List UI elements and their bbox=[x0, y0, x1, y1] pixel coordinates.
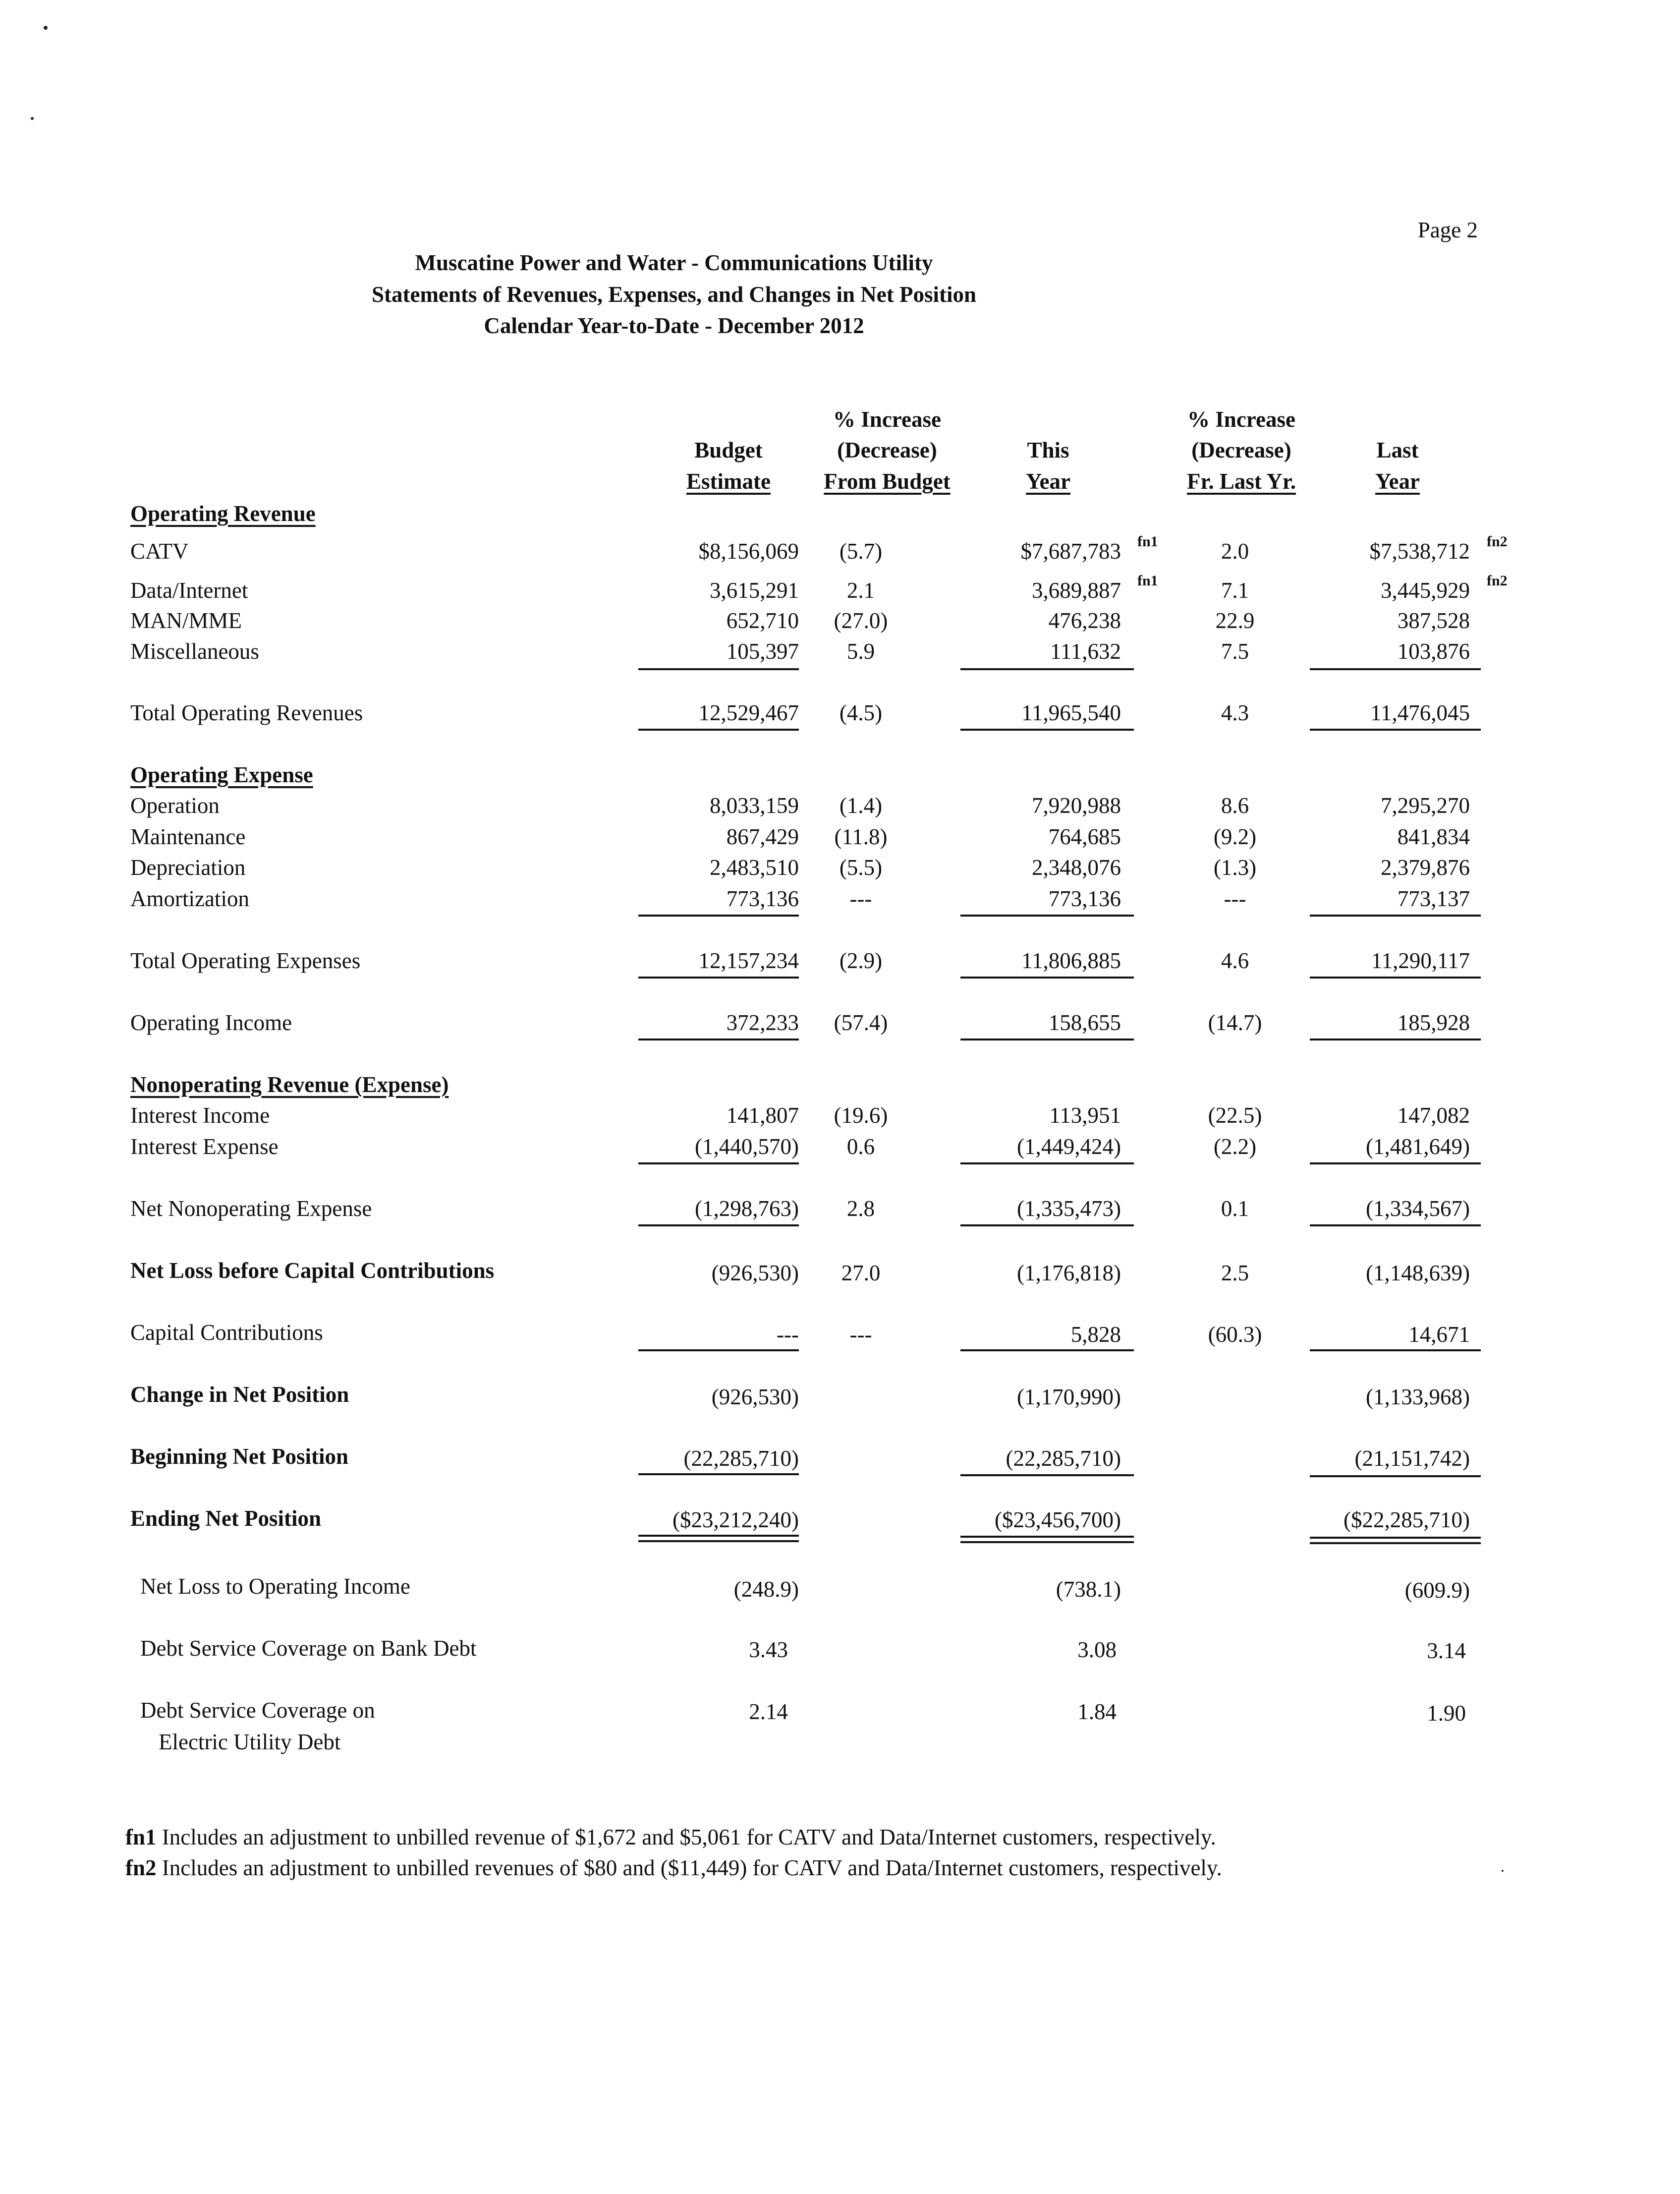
cell-budget: (1,298,763) bbox=[695, 1196, 799, 1221]
cell-budget: 8,033,159 bbox=[710, 793, 799, 818]
scan-speck bbox=[1502, 1870, 1504, 1872]
cell-pct-budget: (19.6) bbox=[834, 1103, 888, 1128]
row-label: Maintenance bbox=[130, 824, 246, 849]
cell-pct-budget: (4.5) bbox=[839, 700, 883, 725]
subtotal-rule bbox=[1310, 668, 1481, 670]
cell-budget: 3,615,291 bbox=[710, 578, 799, 603]
row-label: Depreciation bbox=[130, 855, 246, 880]
cell-budget: --- bbox=[777, 1322, 799, 1347]
report-title-period: Calendar Year-to-Date - December 2012 bbox=[484, 313, 864, 338]
subtotal-rule bbox=[960, 1039, 1134, 1040]
cell-pct-budget: --- bbox=[849, 886, 872, 911]
double-rule bbox=[638, 1540, 799, 1542]
cell-budget: 2,483,510 bbox=[710, 855, 799, 880]
cell-pct-last: 4.3 bbox=[1221, 700, 1249, 725]
row-label: Debt Service Coverage on bbox=[140, 1698, 375, 1723]
cell-this-year: (1,170,990) bbox=[1017, 1385, 1121, 1409]
cell-budget: 141,807 bbox=[726, 1103, 799, 1128]
cell-pct-last: (60.3) bbox=[1208, 1322, 1262, 1347]
cell-pct-budget: (5.5) bbox=[839, 855, 883, 880]
cell-this-year: 3.08 bbox=[1077, 1637, 1117, 1662]
cell-last-year: 841,834 bbox=[1397, 824, 1470, 849]
subtotal-rule bbox=[638, 1162, 799, 1164]
cell-this-year: 3,689,887 bbox=[1032, 578, 1121, 603]
cell-this-year: $7,687,783 bbox=[1020, 539, 1121, 564]
row-label: Net Loss to Operating Income bbox=[140, 1574, 410, 1599]
cell-this-year: 764,685 bbox=[1048, 824, 1121, 849]
subtotal-rule bbox=[1310, 1224, 1481, 1226]
subtotal-rule bbox=[1310, 729, 1481, 731]
subtotal-rule bbox=[960, 668, 1134, 670]
scan-speck bbox=[44, 26, 48, 30]
subtotal-rule bbox=[1310, 1475, 1481, 1477]
subtotal-rule bbox=[638, 915, 799, 917]
cell-pct-last: 2.0 bbox=[1221, 539, 1249, 564]
cell-this-year: 158,655 bbox=[1048, 1010, 1121, 1035]
cell-this-year: 11,965,540 bbox=[1021, 700, 1121, 725]
subtotal-rule bbox=[638, 668, 799, 670]
cell-pct-last: --- bbox=[1224, 886, 1246, 911]
row-label: Ending Net Position bbox=[130, 1506, 322, 1531]
header-line: Budget bbox=[694, 438, 763, 462]
cell-pct-budget: 0.6 bbox=[846, 1134, 875, 1159]
cell-budget: 105,397 bbox=[726, 639, 799, 664]
row-label: Interest Income bbox=[130, 1103, 270, 1128]
row-label: Operating Income bbox=[130, 1010, 292, 1035]
row-label: Net Loss before Capital Contributions bbox=[130, 1258, 495, 1283]
cell-this-year: 113,951 bbox=[1049, 1103, 1121, 1128]
cell-pct-budget: 5.9 bbox=[846, 639, 875, 664]
header-line: (Decrease) bbox=[1191, 438, 1291, 462]
cell-budget: (248.9) bbox=[733, 1577, 799, 1602]
cell-last-year: 3,445,929 bbox=[1381, 578, 1470, 603]
footnote-marker: fn1 bbox=[1137, 573, 1158, 589]
double-rule bbox=[1310, 1537, 1481, 1539]
subtotal-rule bbox=[638, 977, 799, 979]
cell-budget: 867,429 bbox=[726, 824, 799, 849]
cell-last-year: 7,295,270 bbox=[1381, 793, 1470, 818]
cell-budget: 12,157,234 bbox=[698, 948, 799, 973]
subtotal-rule bbox=[960, 1162, 1134, 1164]
cell-this-year: (1,176,818) bbox=[1017, 1261, 1121, 1285]
footnote-marker: fn1 bbox=[1137, 533, 1158, 550]
cell-last-year: (1,148,639) bbox=[1366, 1261, 1470, 1285]
report-title-statement: Statements of Revenues, Expenses, and Changes in Net Position bbox=[371, 282, 977, 307]
cell-budget: 12,529,467 bbox=[698, 700, 799, 725]
cell-last-year: 147,082 bbox=[1397, 1103, 1470, 1128]
cell-this-year: 11,806,885 bbox=[1021, 948, 1121, 973]
footnote-marker: fn2 bbox=[1487, 573, 1508, 589]
cell-pct-last: 8.6 bbox=[1221, 793, 1249, 818]
cell-last-year: (1,481,649) bbox=[1366, 1134, 1470, 1159]
cell-budget: 652,710 bbox=[726, 608, 799, 633]
cell-last-year: ($22,285,710) bbox=[1344, 1507, 1470, 1532]
cell-budget: 2.14 bbox=[749, 1699, 788, 1724]
row-label: Operation bbox=[130, 793, 220, 818]
cell-this-year: (738.1) bbox=[1056, 1577, 1121, 1602]
subtotal-rule bbox=[1310, 1039, 1481, 1040]
footnote-fn2 bbox=[125, 1855, 1222, 1881]
row-label: Amortization bbox=[130, 886, 249, 911]
double-rule bbox=[960, 1536, 1134, 1538]
cell-budget: (926,530) bbox=[711, 1385, 799, 1409]
row-label: Capital Contributions bbox=[130, 1320, 323, 1345]
cell-budget: (22,285,710) bbox=[683, 1446, 799, 1471]
subtotal-rule bbox=[960, 915, 1134, 917]
subtotal-rule bbox=[1310, 977, 1481, 979]
row-label: Debt Service Coverage on Bank Debt bbox=[140, 1636, 477, 1661]
header-line: From Budget bbox=[824, 469, 951, 494]
cell-pct-budget: (27.0) bbox=[834, 608, 888, 633]
cell-budget: $8,156,069 bbox=[698, 539, 799, 564]
footnote-text: Includes an adjustment to unbilled revenue of $1,672 and $5,061 for CATV and Data/Internet customers, respectively. bbox=[156, 1825, 1216, 1849]
double-rule bbox=[960, 1541, 1134, 1543]
subtotal-rule bbox=[638, 729, 799, 731]
cell-last-year: 1.90 bbox=[1427, 1701, 1466, 1726]
subtotal-rule bbox=[960, 977, 1134, 979]
header-line: Fr. Last Yr. bbox=[1186, 469, 1296, 494]
cell-budget: 773,136 bbox=[726, 886, 799, 911]
cell-this-year: (1,449,424) bbox=[1017, 1134, 1121, 1159]
section-nonoperating: Nonoperating Revenue (Expense) bbox=[130, 1072, 449, 1097]
subtotal-rule bbox=[960, 1474, 1134, 1476]
header-line: % Increase bbox=[1187, 407, 1295, 432]
cell-this-year: 476,238 bbox=[1048, 608, 1121, 633]
subtotal-rule bbox=[960, 1224, 1134, 1226]
cell-pct-last: (1.3) bbox=[1213, 855, 1257, 880]
cell-last-year: 2,379,876 bbox=[1381, 855, 1470, 880]
double-rule bbox=[1310, 1542, 1481, 1544]
section-operating-expense: Operating Expense bbox=[130, 762, 313, 787]
cell-pct-budget: 2.1 bbox=[846, 578, 875, 603]
cell-pct-last: (22.5) bbox=[1208, 1103, 1262, 1128]
cell-pct-budget: (57.4) bbox=[834, 1010, 888, 1035]
header-line: Year bbox=[1375, 469, 1420, 494]
section-operating-revenue: Operating Revenue bbox=[130, 501, 316, 526]
cell-pct-budget: (11.8) bbox=[834, 824, 888, 849]
cell-this-year: 5,828 bbox=[1070, 1322, 1121, 1347]
cell-this-year: 111,632 bbox=[1050, 639, 1121, 664]
header-line: Estimate bbox=[686, 469, 771, 494]
cell-last-year: 387,528 bbox=[1397, 608, 1470, 633]
cell-last-year: 103,876 bbox=[1397, 639, 1470, 664]
cell-pct-budget: --- bbox=[849, 1322, 872, 1347]
subtotal-rule bbox=[638, 1224, 799, 1226]
cell-budget: 3.43 bbox=[749, 1637, 788, 1662]
footnote-text: Includes an adjustment to unbilled revenues of $80 and ($11,449) for CATV and Data/Internet customers, respectively. bbox=[156, 1855, 1222, 1880]
cell-last-year: (1,133,968) bbox=[1366, 1385, 1470, 1409]
cell-pct-last: (2.2) bbox=[1213, 1134, 1257, 1159]
cell-last-year: (1,334,567) bbox=[1366, 1196, 1470, 1221]
row-label: Total Operating Expenses bbox=[130, 948, 361, 973]
header-line: This bbox=[1027, 438, 1069, 462]
cell-pct-last: 22.9 bbox=[1215, 608, 1255, 633]
header-line: (Decrease) bbox=[837, 438, 937, 462]
row-label: Interest Expense bbox=[130, 1134, 279, 1159]
cell-last-year: (21,151,742) bbox=[1354, 1446, 1470, 1471]
subtotal-rule bbox=[1310, 1349, 1481, 1351]
cell-this-year: ($23,456,700) bbox=[995, 1507, 1121, 1532]
page-number: Page 2 bbox=[1417, 218, 1478, 242]
row-label: Total Operating Revenues bbox=[130, 700, 363, 725]
cell-this-year: 7,920,988 bbox=[1032, 793, 1121, 818]
subtotal-rule bbox=[638, 1473, 799, 1475]
footnote-tag: fn1 bbox=[125, 1825, 157, 1849]
cell-last-year: $7,538,712 bbox=[1369, 539, 1470, 564]
cell-pct-last: 7.1 bbox=[1221, 578, 1249, 603]
cell-pct-last: 2.5 bbox=[1221, 1261, 1249, 1285]
cell-pct-last: 7.5 bbox=[1221, 639, 1249, 664]
cell-pct-last: (9.2) bbox=[1213, 824, 1257, 849]
cell-this-year: (1,335,473) bbox=[1017, 1196, 1121, 1221]
row-label: Miscellaneous bbox=[130, 639, 259, 664]
footnote-tag: fn2 bbox=[125, 1855, 157, 1880]
cell-last-year: 773,137 bbox=[1397, 886, 1470, 911]
cell-last-year: 185,928 bbox=[1397, 1010, 1470, 1035]
cell-pct-budget: (5.7) bbox=[839, 539, 883, 564]
subtotal-rule bbox=[960, 729, 1134, 731]
cell-budget: (1,440,570) bbox=[695, 1134, 799, 1159]
row-label: Change in Net Position bbox=[130, 1382, 349, 1407]
subtotal-rule bbox=[638, 1039, 799, 1040]
cell-pct-budget: (1.4) bbox=[839, 793, 883, 818]
cell-last-year: 11,476,045 bbox=[1370, 700, 1470, 725]
row-label: CATV bbox=[130, 539, 189, 564]
report-title-company: Muscatine Power and Water - Communications Utility bbox=[415, 250, 933, 275]
cell-budget: (926,530) bbox=[711, 1261, 799, 1285]
cell-last-year: 11,290,117 bbox=[1371, 948, 1470, 973]
cell-budget: 372,233 bbox=[726, 1010, 799, 1035]
cell-this-year: 1.84 bbox=[1077, 1699, 1117, 1724]
row-label-continued: Electric Utility Debt bbox=[159, 1730, 341, 1754]
cell-last-year: 14,671 bbox=[1408, 1322, 1470, 1347]
cell-pct-budget: 27.0 bbox=[841, 1261, 881, 1285]
subtotal-rule bbox=[1310, 915, 1481, 917]
header-line: % Increase bbox=[833, 407, 941, 432]
cell-this-year: 2,348,076 bbox=[1032, 855, 1121, 880]
header-line: Last bbox=[1376, 438, 1419, 462]
row-label: MAN/MME bbox=[130, 608, 242, 633]
cell-pct-last: 0.1 bbox=[1221, 1196, 1249, 1221]
cell-this-year: (22,285,710) bbox=[1006, 1446, 1121, 1471]
cell-budget: ($23,212,240) bbox=[672, 1507, 799, 1532]
footnote-marker: fn2 bbox=[1487, 533, 1508, 550]
cell-pct-budget: 2.8 bbox=[846, 1196, 875, 1221]
row-label: Net Nonoperating Expense bbox=[130, 1196, 372, 1221]
cell-this-year: 773,136 bbox=[1048, 886, 1121, 911]
subtotal-rule bbox=[638, 1349, 799, 1351]
subtotal-rule bbox=[960, 1349, 1134, 1351]
footnote-fn1 bbox=[125, 1824, 1216, 1850]
cell-pct-last: 4.6 bbox=[1221, 948, 1249, 973]
header-line: Year bbox=[1026, 469, 1070, 494]
row-label: Beginning Net Position bbox=[130, 1444, 349, 1469]
subtotal-rule bbox=[1310, 1162, 1481, 1164]
cell-last-year: 3.14 bbox=[1427, 1638, 1466, 1663]
cell-pct-budget: (2.9) bbox=[839, 948, 883, 973]
cell-last-year: (609.9) bbox=[1404, 1578, 1470, 1603]
double-rule bbox=[638, 1535, 799, 1537]
row-label: Data/Internet bbox=[130, 578, 248, 603]
scan-speck bbox=[31, 117, 34, 120]
cell-pct-last: (14.7) bbox=[1208, 1010, 1262, 1035]
